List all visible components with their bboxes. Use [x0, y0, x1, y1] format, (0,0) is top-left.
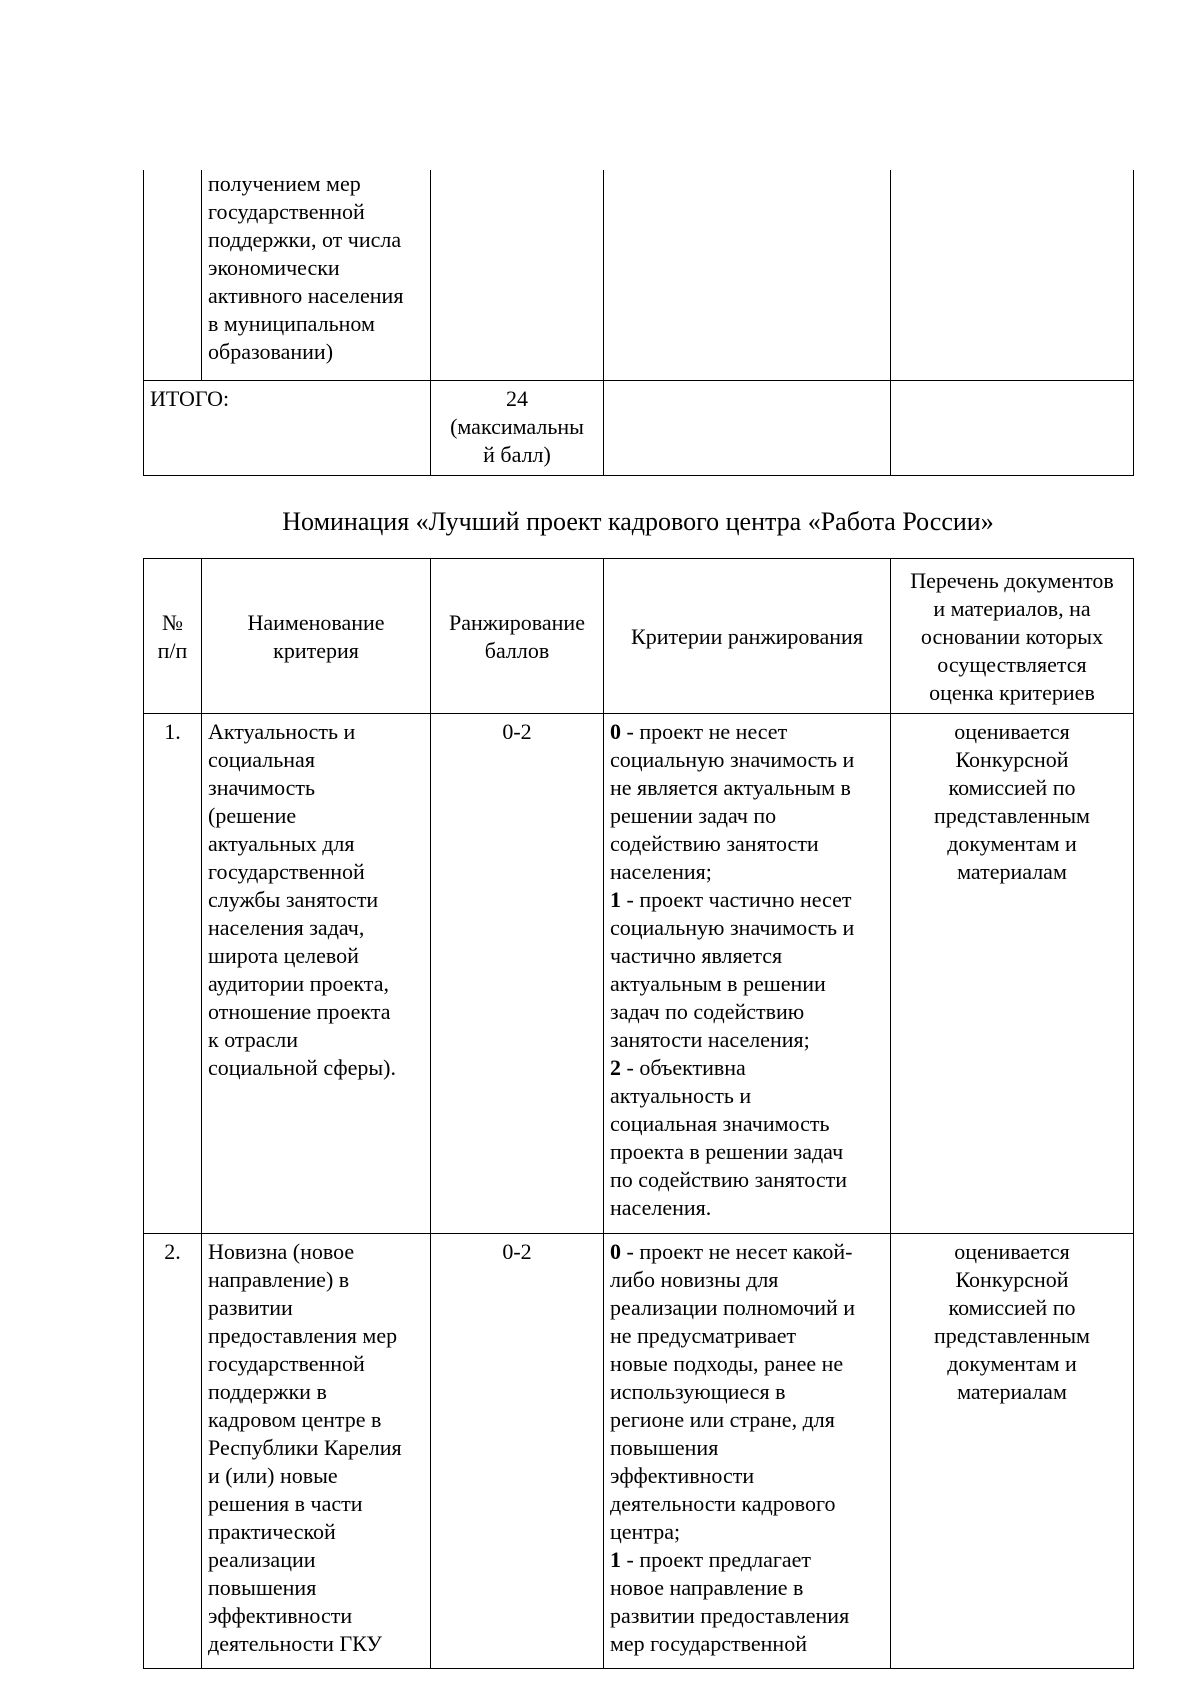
- header-name: Наименование критерия: [202, 559, 431, 714]
- cell-documents: [891, 170, 1134, 380]
- header-documents: Перечень документов и материалов, на основании которых осуществляется оценка критериев: [891, 559, 1134, 714]
- row-ranking: 0-2: [431, 1234, 604, 1669]
- criterion-item: 0 - проект не несет какой- либо новизны для реализации полномочий и не предусматривает новые подходы, ранее не использующиеся в регионе или стране, для повышения эффективности деятельности кадрового центра;: [610, 1239, 856, 1544]
- row-name: Актуальность и социальная значимость (решение актуальных для государственной службы занятости населения задач, широта целевой аудитории проекта, отношение проекта к отрасли социальной сферы).: [202, 714, 431, 1234]
- row-criteria: [604, 714, 891, 1234]
- total-value: 24 (максимальны й балл): [450, 385, 584, 467]
- table-row: [144, 1234, 1134, 1669]
- total-label: ИТОГО:: [150, 385, 230, 411]
- criteria-table: [143, 558, 1134, 1669]
- cell-ranking: [431, 170, 604, 380]
- row-num: 1.: [144, 714, 202, 1234]
- criterion-item: 1 - проект предлагает новое направление в развитии предоставления мер государственной: [610, 1547, 850, 1656]
- row-documents: оценивается Конкурсной комиссией по представленным документам и материалам: [891, 714, 1134, 1234]
- criterion-item: 2 - объективна актуальность и социальная значимость проекта в решении задач по содействию занятости населения.: [610, 1055, 847, 1220]
- cell-num: [144, 170, 202, 380]
- table-row: [144, 170, 1134, 380]
- table-row: [144, 714, 1134, 1234]
- row-ranking: 0-2: [431, 714, 604, 1234]
- cell-continued-text: [202, 170, 431, 380]
- criterion-item: 1 - проект частично несет социальную значимость и частично является актуальным в решении задач по содействию занятости населения;: [610, 887, 855, 1052]
- cell-criteria: [604, 170, 891, 380]
- row-criteria: [604, 1234, 891, 1669]
- total-value-cell: [431, 380, 604, 475]
- header-criteria: Критерии ранжирования: [604, 559, 891, 714]
- total-row: [144, 380, 1134, 475]
- row-documents: оценивается Конкурсной комиссией по представленным документам и материалам: [891, 1234, 1134, 1669]
- criterion-item: 0 - проект не несет социальную значимость и не является актуальным в решении задач по содействию занятости населения;: [610, 719, 855, 884]
- continued-text: получением мер государственной поддержки, от числа экономически активного населения в муниципальном образовании): [208, 171, 404, 364]
- row-name: Новизна (новое направление) в развитии предоставления мер государственной поддержки в кадровом центре в Республики Карелия и (или) новые решения в части практической реализации повышения эффективности деятельности ГКУ: [202, 1234, 431, 1669]
- nomination-title: Номинация «Лучший проект кадрового центра «Работа России»: [282, 507, 994, 536]
- header-ranking: Ранжирование баллов: [431, 559, 604, 714]
- total-empty-cell: [604, 380, 891, 475]
- total-empty-cell: [891, 380, 1134, 475]
- total-label-cell: [144, 380, 431, 475]
- row-num: 2.: [144, 1234, 202, 1669]
- header-num: № п/п: [144, 559, 202, 714]
- header-row: [144, 559, 1134, 714]
- top-table: [143, 170, 1134, 476]
